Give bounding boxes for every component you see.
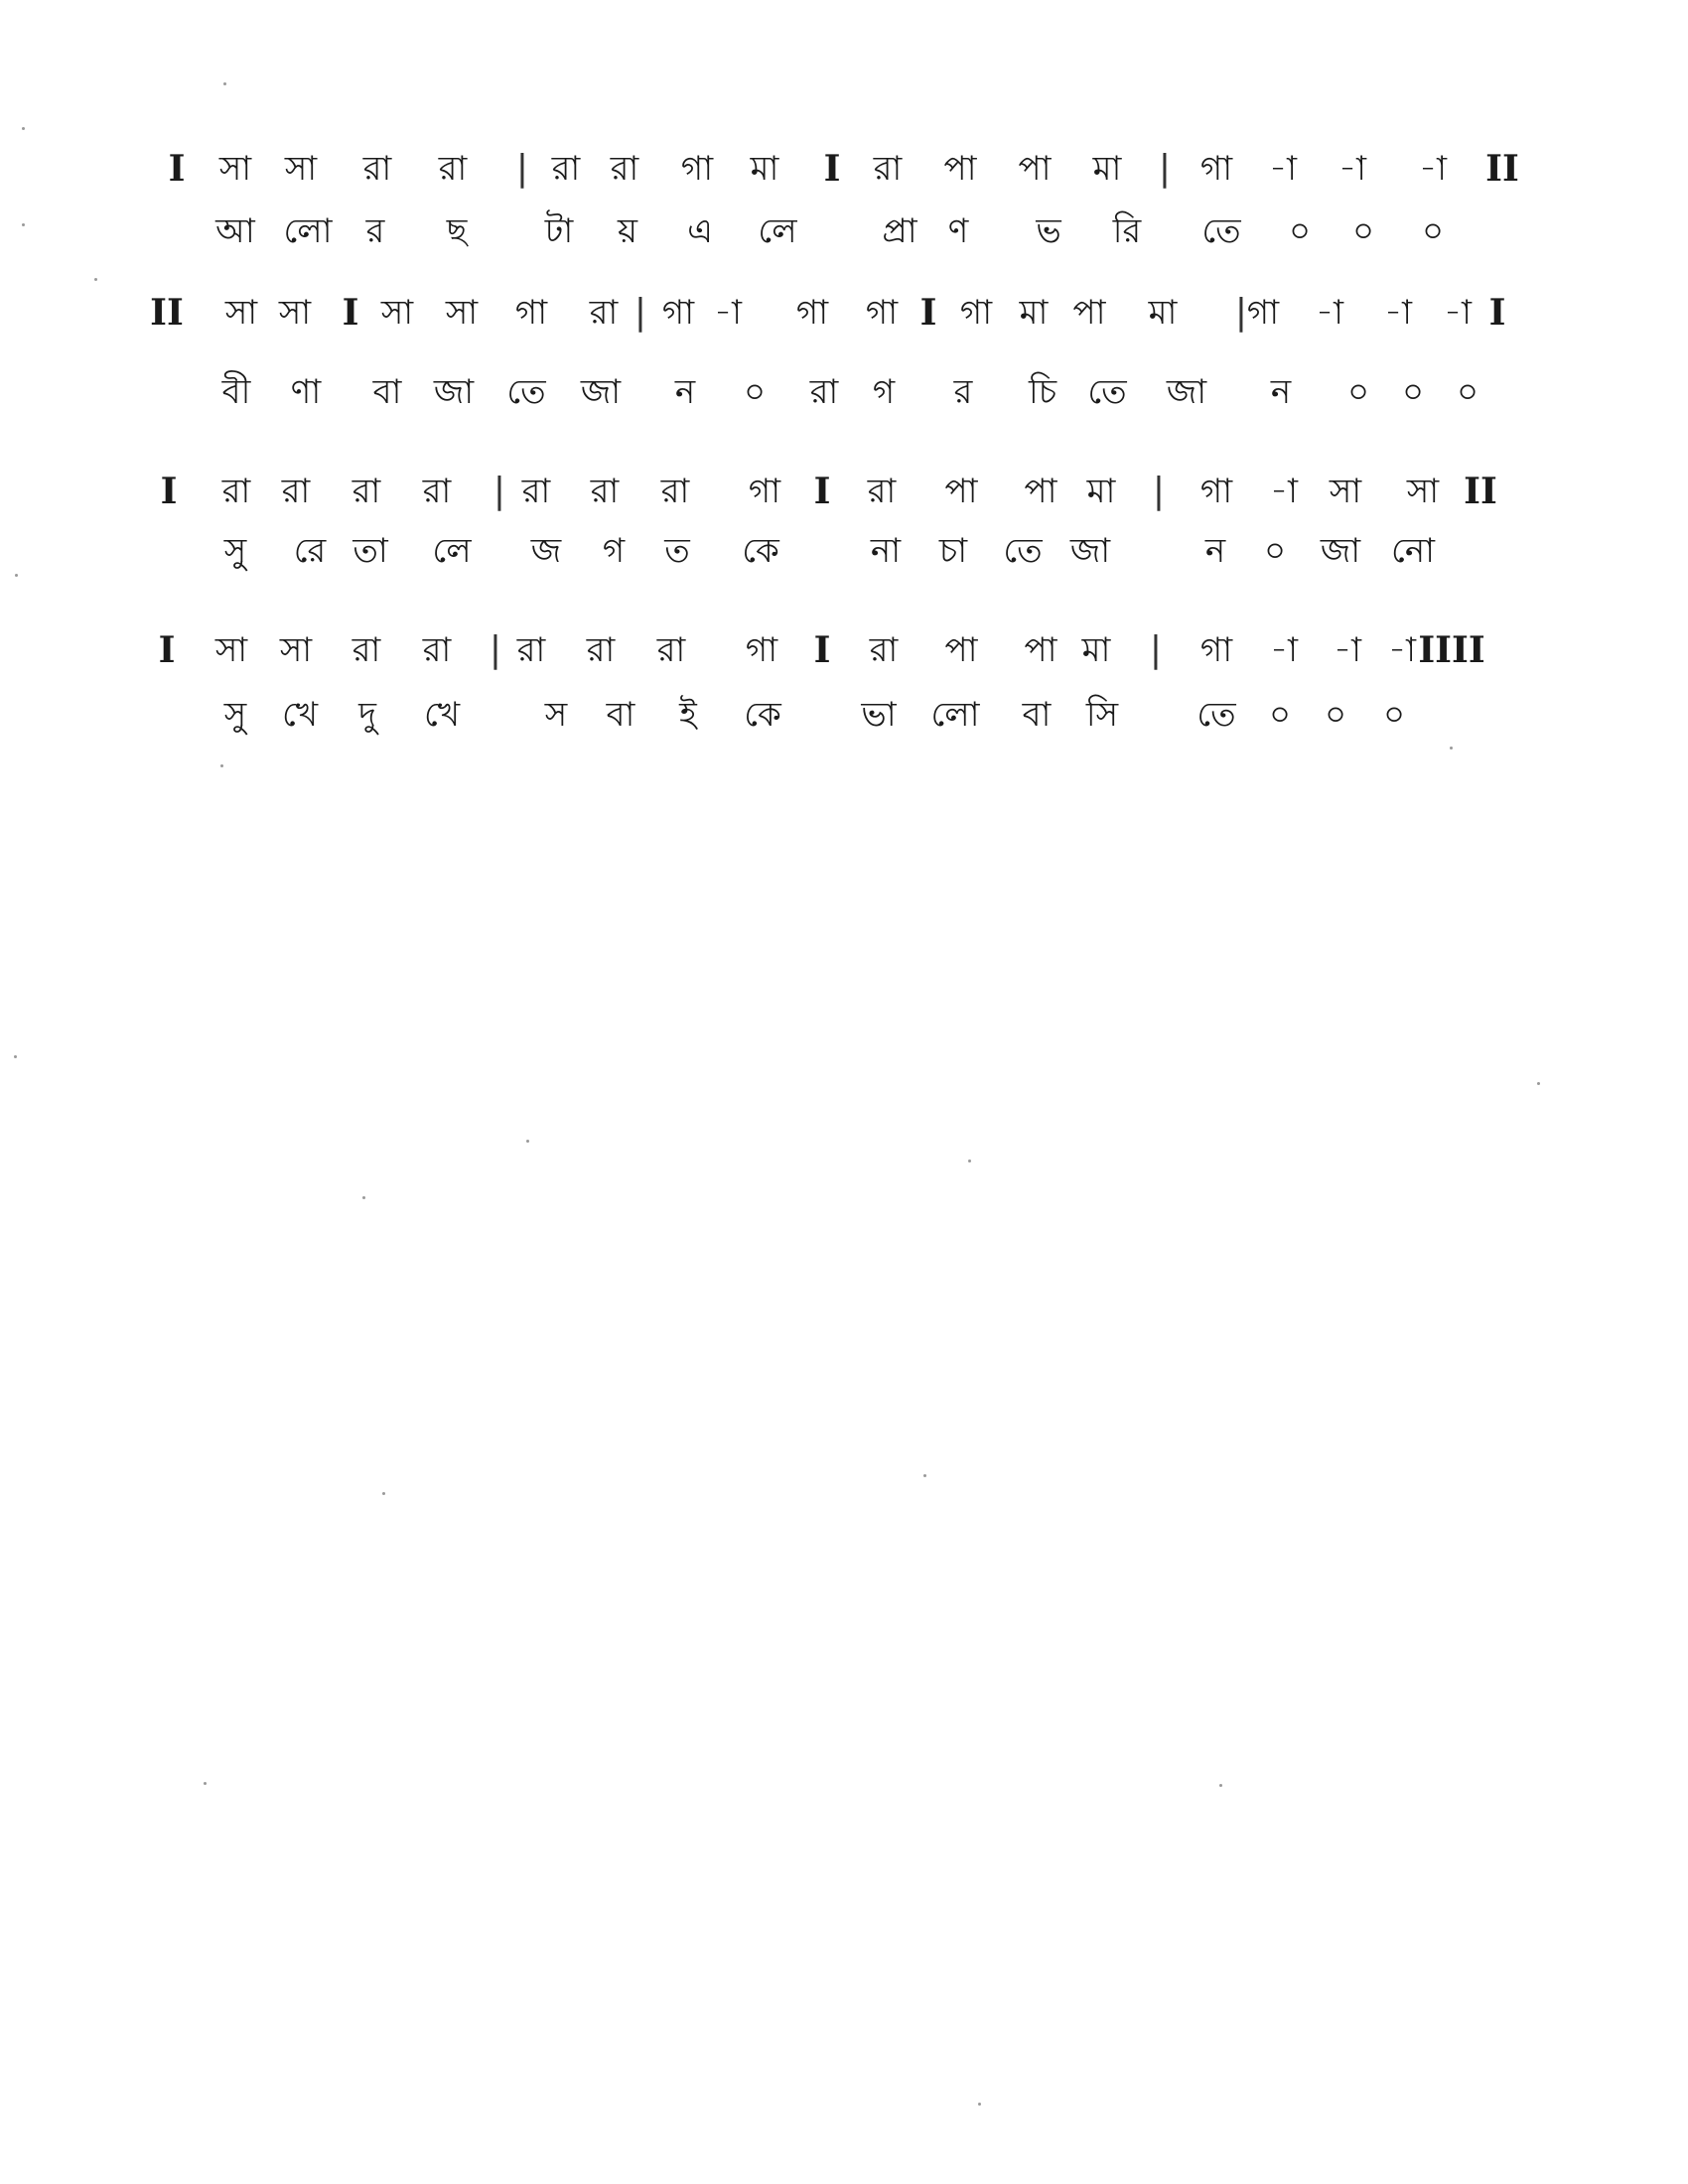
lyric-syllable: গ — [872, 372, 896, 412]
scan-speck — [22, 223, 25, 226]
lyric-syllable: ন — [674, 372, 696, 412]
note-syllable: রা — [352, 630, 381, 670]
note-syllable: গা — [795, 293, 829, 333]
note-syllable: পা — [1024, 630, 1057, 670]
lyric-syllable: চি — [1028, 372, 1057, 412]
note-syllable: সা — [214, 630, 248, 670]
lyric-syllable: কে — [742, 531, 779, 571]
scan-speck — [1219, 1784, 1222, 1787]
scan-speck — [22, 127, 25, 130]
note-syllable: -া — [714, 293, 742, 333]
note-syllable: পা — [1072, 293, 1106, 333]
lyric-syllable: লো — [283, 211, 333, 251]
note-syllable: -া — [1334, 630, 1361, 670]
lyric-syllable: জ — [530, 531, 562, 571]
lyric-syllable: ন — [1270, 372, 1292, 412]
note-syllable: গা — [745, 630, 778, 670]
lyric-syllable: ই — [679, 695, 697, 735]
lyric-syllable: ০ — [1346, 372, 1370, 412]
note-syllable: গা — [1199, 149, 1233, 189]
section-bar: I — [813, 471, 831, 512]
section-bar: IIII — [1418, 629, 1485, 671]
lyric-syllable: জা — [1069, 531, 1111, 571]
lyric-syllable: ণা — [290, 372, 322, 412]
note-syllable: -া — [1270, 630, 1298, 670]
note-syllable: -া — [1269, 149, 1297, 189]
lyric-syllable: ০ — [1456, 372, 1479, 412]
lyric-syllable: ০ — [1351, 211, 1375, 251]
scan-speck — [923, 1474, 926, 1477]
note-syllable: রা — [656, 630, 686, 670]
scan-speck — [223, 82, 226, 85]
stanza-4-notes — [0, 620, 1688, 680]
scan-speck — [968, 1160, 971, 1162]
stanza-2-lyrics — [0, 362, 1688, 422]
scan-speck — [362, 1196, 365, 1199]
scan-speck — [526, 1140, 529, 1143]
section-bar: II — [1485, 148, 1519, 190]
lyric-syllable: খে — [423, 695, 461, 735]
lyric-syllable: ছ — [446, 211, 468, 251]
lyric-syllable: না — [870, 531, 902, 571]
note-syllable: রা — [873, 149, 903, 189]
note-syllable: পা — [944, 630, 978, 670]
note-syllable: রা — [352, 472, 381, 511]
measure-bar: | — [1152, 471, 1166, 511]
lyric-syllable: ০ — [1268, 695, 1292, 735]
note-syllable: -া — [1419, 149, 1447, 189]
lyric-syllable: ত — [664, 531, 690, 571]
section-bar: I — [158, 629, 176, 671]
note-syllable: রা — [660, 472, 690, 511]
lyric-syllable: প্রা — [882, 211, 917, 251]
note-syllable: রা — [586, 630, 616, 670]
lyric-syllable: বা — [606, 695, 635, 735]
note-syllable: গা — [1199, 472, 1233, 511]
lyric-syllable: তে — [1003, 531, 1043, 571]
lyric-syllable: সু — [223, 695, 247, 735]
note-syllable: রা — [869, 630, 899, 670]
note-syllable: রা — [589, 293, 619, 333]
measure-bar: | — [633, 292, 647, 333]
lyric-syllable: জা — [1320, 531, 1361, 571]
stanza-4-lyrics — [0, 685, 1688, 745]
note-syllable: রা — [521, 472, 551, 511]
lyric-syllable: ০ — [1263, 531, 1287, 571]
lyric-syllable: র — [953, 372, 973, 412]
note-syllable: সা — [1329, 472, 1362, 511]
note-syllable: রা — [438, 149, 468, 189]
note-syllable: পা — [1024, 472, 1057, 511]
stanza-2-notes — [0, 283, 1688, 342]
note-syllable: রা — [516, 630, 546, 670]
lyric-syllable: র — [365, 211, 385, 251]
lyric-syllable: বা — [1022, 695, 1052, 735]
note-syllable: রা — [362, 149, 392, 189]
lyric-syllable: ০ — [1401, 372, 1425, 412]
lyric-syllable: রি — [1112, 211, 1142, 251]
lyric-syllable: দু — [358, 695, 376, 735]
section-bar: I — [813, 629, 831, 671]
note-syllable: পা — [944, 472, 978, 511]
lyric-syllable: বী — [221, 372, 251, 412]
note-syllable: সা — [218, 149, 252, 189]
note-syllable: গা — [959, 293, 993, 333]
measure-bar: | — [1234, 292, 1248, 333]
lyric-syllable: য় — [617, 211, 638, 251]
lyric-syllable: লে — [758, 211, 797, 251]
lyric-syllable: ণ — [947, 211, 969, 251]
lyric-syllable: জা — [580, 372, 622, 412]
lyric-syllable: ০ — [1324, 695, 1347, 735]
lyric-syllable: ন — [1204, 531, 1226, 571]
scan-speck — [204, 1782, 207, 1785]
section-bar: I — [160, 471, 178, 512]
note-syllable: মা — [1081, 630, 1111, 670]
lyric-syllable: গ — [602, 531, 626, 571]
lyric-syllable: ০ — [1421, 211, 1445, 251]
scan-speck — [1537, 1082, 1540, 1085]
lyric-syllable: জা — [1166, 372, 1207, 412]
lyric-syllable: সু — [223, 531, 247, 571]
lyric-syllable: রা — [809, 372, 839, 412]
scan-speck — [382, 1492, 385, 1495]
lyric-syllable: রে — [293, 531, 327, 571]
scan-speck — [1450, 747, 1453, 750]
note-syllable: রা — [610, 149, 639, 189]
note-syllable: গা — [1199, 630, 1233, 670]
note-syllable: -া — [1384, 293, 1412, 333]
note-syllable: গা — [514, 293, 548, 333]
lyric-syllable: নো — [1391, 531, 1435, 571]
scan-speck — [14, 1055, 17, 1058]
lyric-syllable: ০ — [1382, 695, 1406, 735]
section-bar: I — [342, 292, 359, 334]
measure-bar: | — [1149, 629, 1163, 670]
note-syllable: সা — [278, 293, 312, 333]
lyric-syllable: কে — [744, 695, 781, 735]
note-syllable: গা — [1246, 293, 1280, 333]
note-syllable: -া — [1338, 149, 1366, 189]
note-syllable: মা — [750, 149, 779, 189]
stanza-1-lyrics — [0, 202, 1688, 261]
lyric-syllable: আ — [215, 211, 255, 251]
lyric-syllable: ভা — [861, 695, 897, 735]
section-bar: II — [150, 292, 184, 334]
note-syllable: সা — [284, 149, 318, 189]
note-syllable: গা — [748, 472, 781, 511]
section-bar: II — [1464, 471, 1497, 512]
note-syllable: রা — [281, 472, 311, 511]
note-syllable: সা — [380, 293, 414, 333]
lyric-syllable: এ — [687, 211, 713, 251]
note-syllable: -া — [1388, 630, 1416, 670]
lyric-syllable: ০ — [1288, 211, 1312, 251]
note-syllable: -া — [1316, 293, 1343, 333]
lyric-syllable: তে — [1201, 211, 1241, 251]
scan-speck — [220, 764, 223, 767]
note-syllable: গা — [680, 149, 714, 189]
note-syllable: রা — [221, 472, 251, 511]
note-syllable: মা — [1148, 293, 1178, 333]
lyric-syllable: ভ — [1036, 211, 1061, 251]
lyric-syllable: স — [544, 695, 568, 735]
note-syllable: রা — [590, 472, 620, 511]
lyric-syllable: তে — [1196, 695, 1236, 735]
note-syllable: পা — [1018, 149, 1052, 189]
measure-bar: | — [1158, 148, 1172, 189]
stanza-3-notes — [0, 462, 1688, 521]
note-syllable: গা — [865, 293, 899, 333]
scan-speck — [15, 574, 18, 577]
lyric-syllable: তা — [352, 531, 388, 571]
note-syllable: সা — [224, 293, 258, 333]
note-syllable: মা — [1092, 149, 1122, 189]
lyric-syllable: চা — [938, 531, 968, 571]
stanza-1-notes — [0, 139, 1688, 199]
stanza-3-lyrics — [0, 521, 1688, 581]
scan-speck — [978, 2103, 981, 2106]
measure-bar: | — [492, 471, 506, 511]
lyric-syllable: খে — [281, 695, 319, 735]
note-syllable: রা — [422, 472, 452, 511]
note-syllable: গা — [661, 293, 695, 333]
lyric-syllable: তে — [1087, 372, 1127, 412]
lyric-syllable: বা — [372, 372, 402, 412]
lyric-syllable: ০ — [743, 372, 767, 412]
note-syllable: রা — [422, 630, 452, 670]
section-bar: I — [1488, 292, 1506, 334]
lyric-syllable: লে — [432, 531, 472, 571]
section-bar: I — [823, 148, 841, 190]
note-syllable: মা — [1019, 293, 1049, 333]
lyric-syllable: তে — [506, 372, 546, 412]
section-bar: I — [168, 148, 186, 190]
lyric-syllable: সি — [1085, 695, 1119, 735]
scan-speck — [94, 278, 97, 281]
lyric-syllable: জা — [433, 372, 475, 412]
note-syllable: -া — [1270, 472, 1298, 511]
section-bar: I — [919, 292, 937, 334]
note-syllable: -া — [1444, 293, 1472, 333]
measure-bar: | — [489, 629, 502, 670]
lyric-syllable: টা — [544, 211, 574, 251]
measure-bar: | — [515, 148, 529, 189]
note-syllable: সা — [279, 630, 313, 670]
note-syllable: রা — [551, 149, 581, 189]
note-syllable: মা — [1086, 472, 1116, 511]
note-syllable: সা — [445, 293, 479, 333]
note-syllable: পা — [943, 149, 977, 189]
note-syllable: রা — [867, 472, 897, 511]
lyric-syllable: লো — [930, 695, 980, 735]
note-syllable: সা — [1406, 472, 1440, 511]
